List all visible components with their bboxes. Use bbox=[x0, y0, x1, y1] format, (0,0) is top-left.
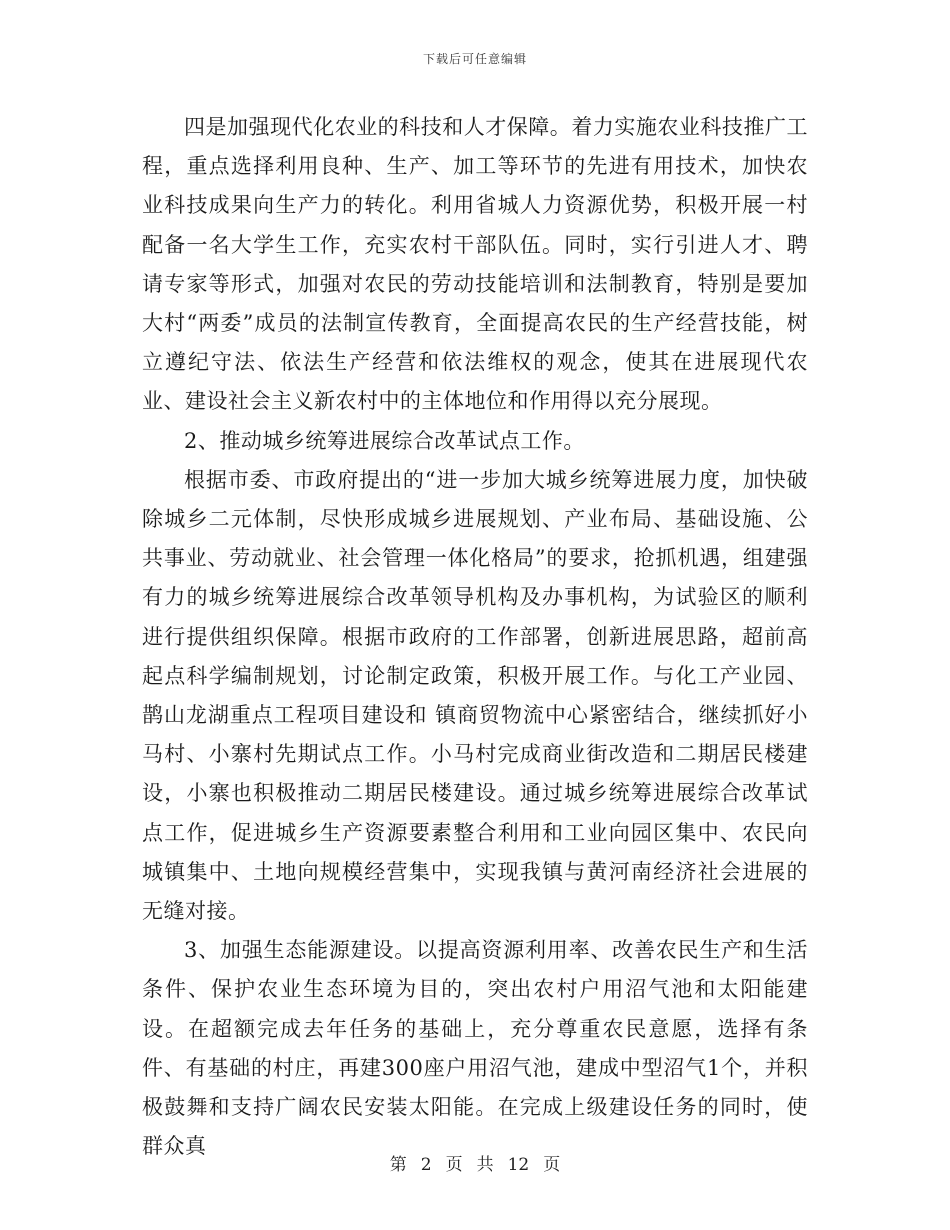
footer-total-unit: 页 bbox=[543, 1155, 561, 1175]
section-heading-urban-rural-reform: 2、推动城乡统筹进展综合改革试点工作。 bbox=[184, 428, 585, 453]
document-body bbox=[142, 108, 808, 1166]
footer-total-prefix: 共 bbox=[476, 1155, 494, 1175]
footer-total-pages: 12 bbox=[507, 1155, 530, 1175]
page-header-note: 下载后可任意编辑 bbox=[422, 52, 527, 66]
footer-prefix: 第 bbox=[389, 1155, 407, 1175]
paragraph-talent-support: 四是加强现代化农业的科技和人才保障。着力实施农业科技推广工程，重点选择利用良种、生产、加工等环节的先进有用技术，加快农业科技成果向生产力的转化。利用省城人力资源优势，积极开展一村配备一名大学生工作，充实农村干部队伍。同时，实行引进人才、聘请专家等形式，加强对农民的劳动技能培训和法制教育，特别是要加大村“两委”成员的法制宣传教育，全面提高农民的生产经营技能，树立遵纪守法、依法生产经营和依法维权的观念，使其在进展现代农业、建设社会主义新农村中的主体地位和作用得以充分展现。 bbox=[142, 115, 808, 414]
footer-page-number: 2 bbox=[420, 1155, 432, 1175]
footer-page-unit: 页 bbox=[445, 1155, 463, 1175]
page-footer bbox=[0, 1150, 950, 1175]
paragraph-urban-rural-reform: 根据市委、市政府提出的“进一步加大城乡统筹进展力度，加快破除城乡二元体制，尽快形成城乡进展规划、产业布局、基础设施、公共事业、劳动就业、社会管理一体化格局”的要求，抢抓机遇，组建强有力的城乡统筹进展综合改革领导机构及办事机构，为试验区的顺利进行提供组织保障。根据市政府的工作部署，创新进展思路，超前高起点科学编制规划，讨论制定政策，积极开展工作。与化工产业园、鹊山龙湖重点工程项目建设和 镇商贸物流中心紧密结合，继续抓好小马村、小寨村先期试点工作。小马村完成商业街改造和二期居民楼建设，小寨也积极推动二期居民楼建设。通过城乡统筹进展综合改革试点工作，促进城乡生产资源要素整合利用和工业向园区集中、农民向城镇集中、土地向规模经营集中，实现我镇与黄河南经济社会进展的无缝对接。 bbox=[142, 467, 808, 924]
paragraph-ecological-energy: 3、加强生态能源建设。以提高资源利用率、改善农民生产和生活条件、保护农业生态环境为目的，突出农村户用沼气池和太阳能建设。在超额完成去年任务的基础上，充分尊重农民意愿，选择有条件、有基础的村庄，再建300座户用沼气池，建成中型沼气1个，并积极鼓舞和支持广阔农民安装太阳能。在完成上级建设任务的同时，使群众真 bbox=[142, 938, 808, 1159]
